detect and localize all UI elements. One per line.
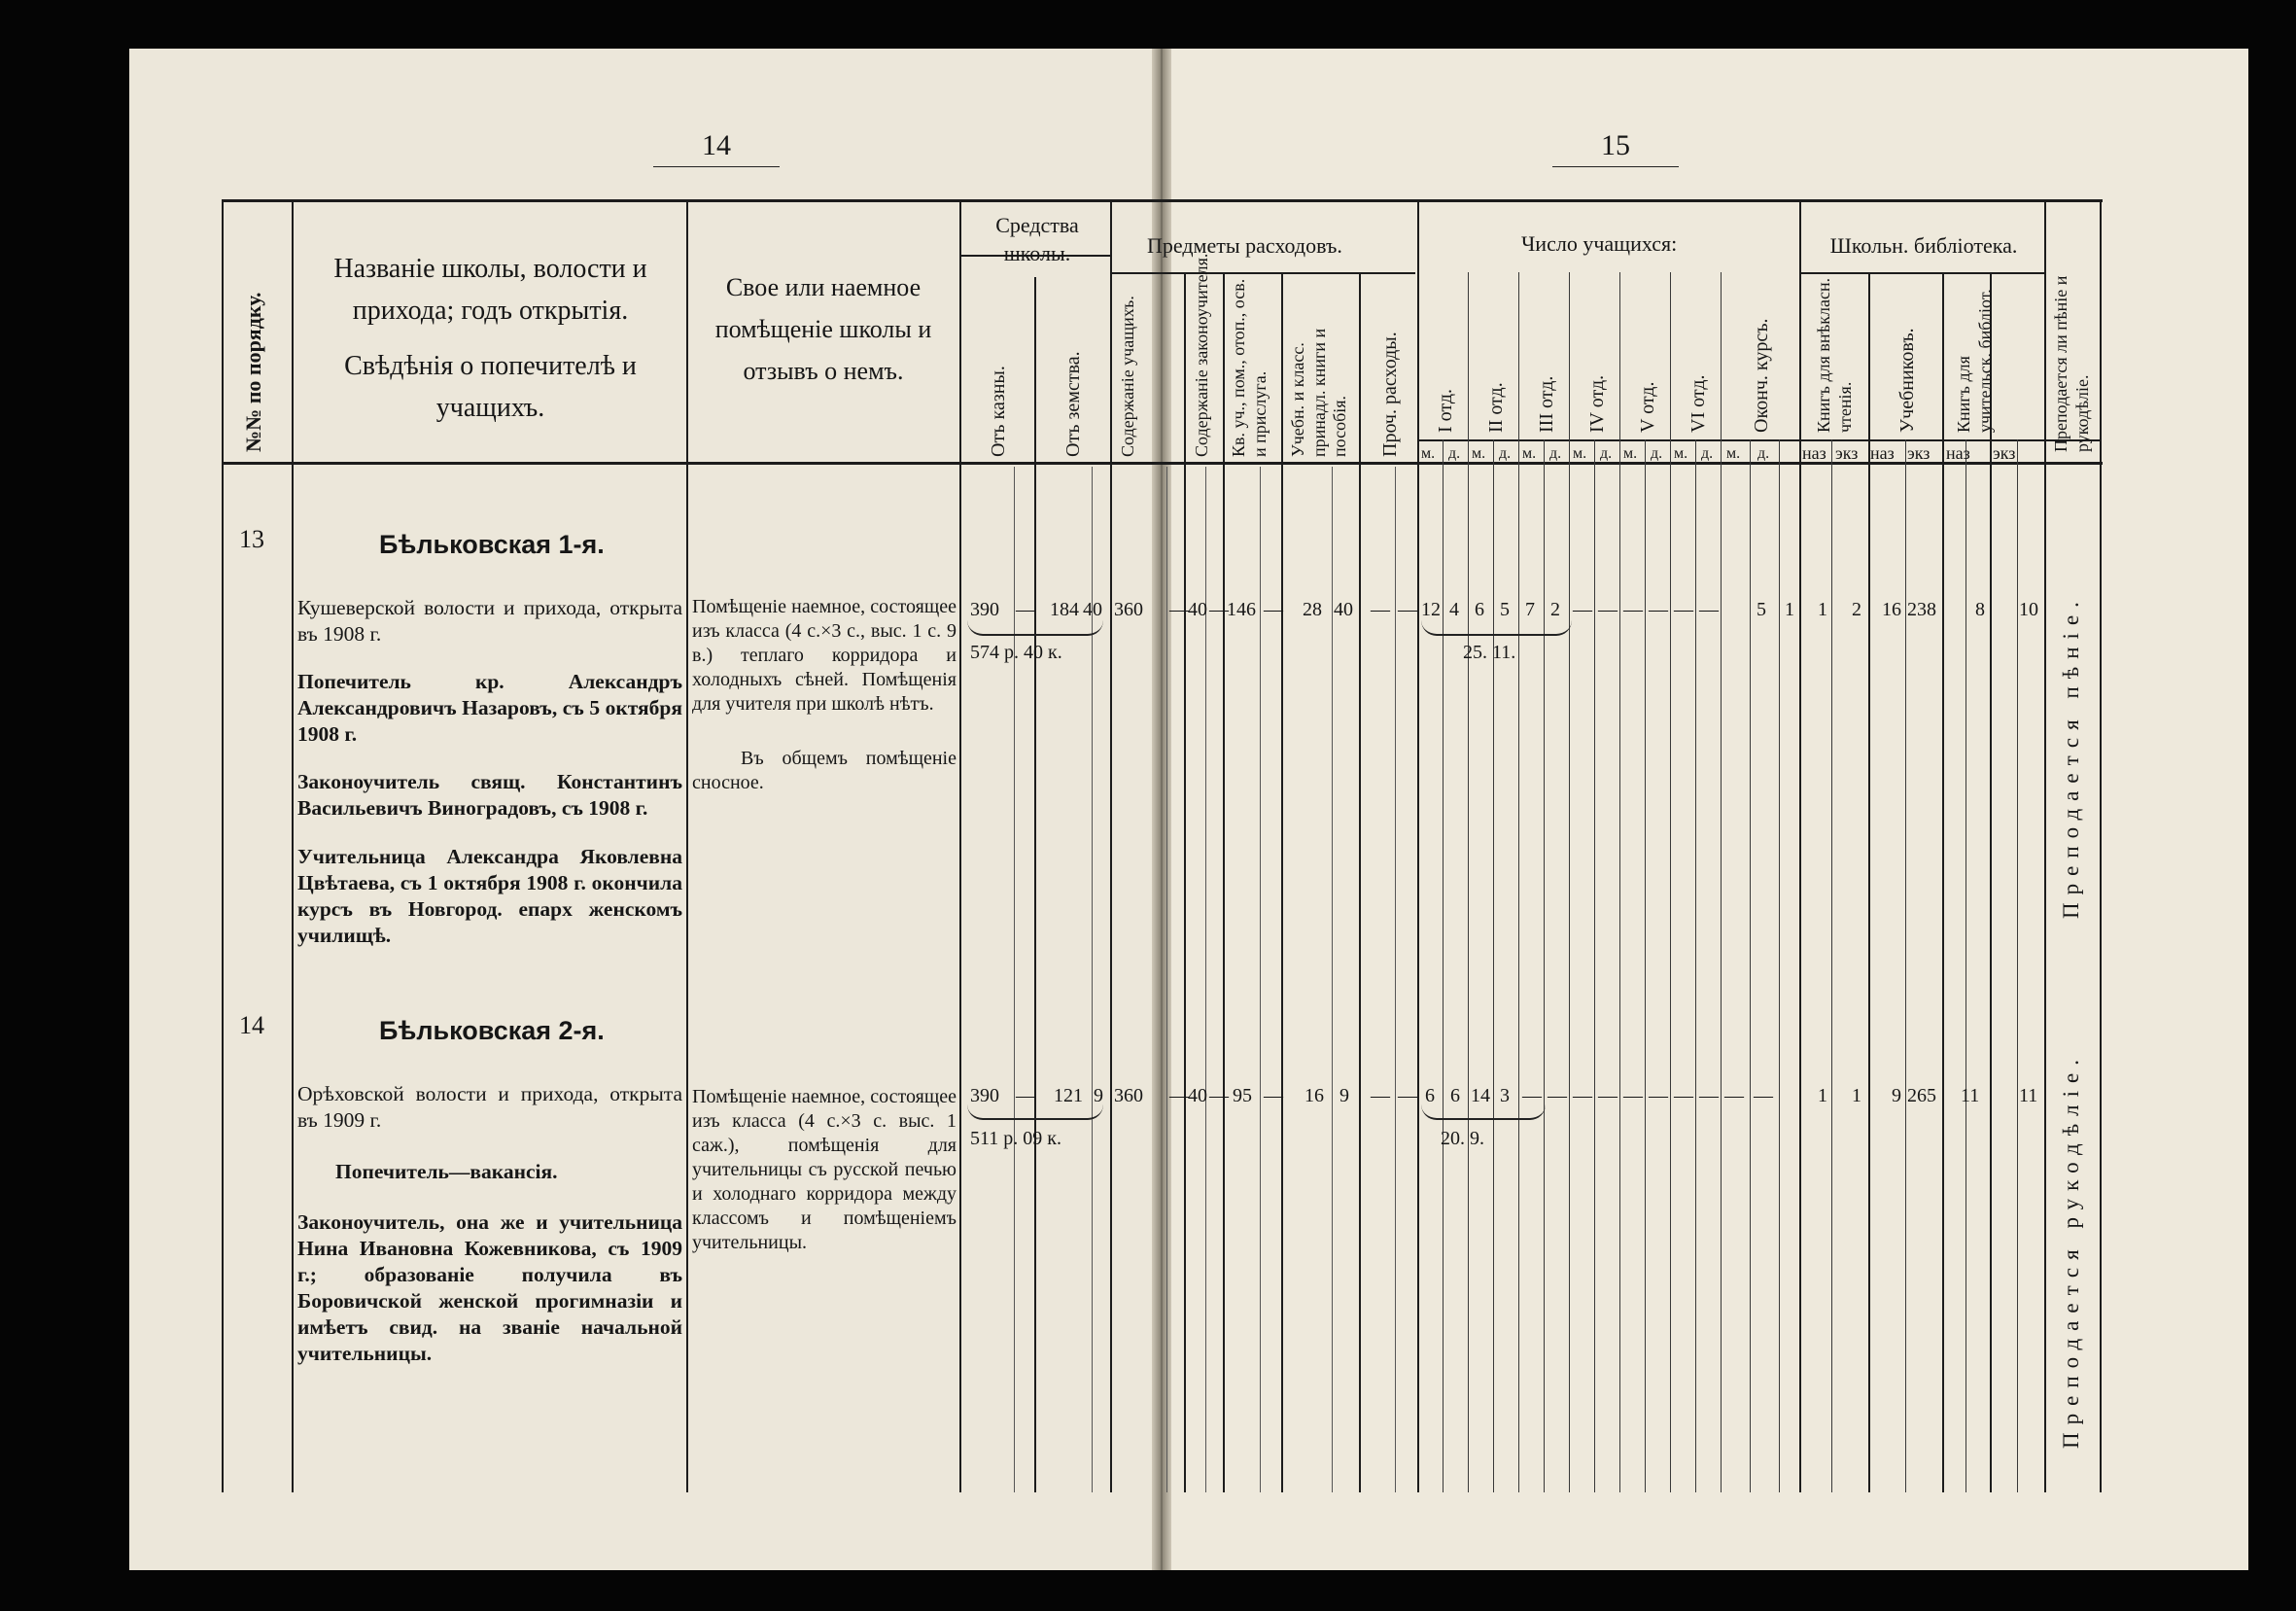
pupils-total: 20. 9. xyxy=(1441,1128,1484,1149)
singing-note: Преподается рукодѣліе. xyxy=(2059,1051,2083,1449)
trustee-text: Попечитель кр. Александръ Александровичъ Назаровъ, съ 5 октября 1908 г. xyxy=(297,670,683,746)
exp-other: — xyxy=(1371,1085,1390,1106)
teacher-text: Учительница Александра Яковлевна Цвѣтаева, съ 1 октября 1908 г. окончила курсъ въ Новгород. епарх женскомъ училищѣ. xyxy=(297,845,682,947)
school-title: Бѣльковская 2-я. xyxy=(379,1016,605,1045)
singing-note: Преподается пѣніе. xyxy=(2059,594,2083,919)
pupils-2d: 5 xyxy=(1500,599,1510,620)
school-title: Бѣльковская 1-я. xyxy=(379,530,605,559)
catechist-text: Законоучитель, она же и учительница Нина Ивановна Кожевникова, съ 1909 г.; образованіе получила въ Боровичской женской прогимназіи и имѣетъ свид. на званіе начальной учительницы. xyxy=(297,1210,682,1365)
header-school-name: Названіе школы, волости и прихода; годъ открытія. xyxy=(333,254,647,327)
lib-textbooks-ekz: 265 xyxy=(1907,1085,1936,1106)
left-page-number: 14 xyxy=(653,129,780,167)
funds-treasury: 390 xyxy=(970,599,999,620)
premises-review: Въ общемъ помѣщеніе сносное. xyxy=(692,748,957,793)
funds-zemstvo: 184 xyxy=(1050,599,1079,620)
lib-reading-ekz: 2 xyxy=(1852,599,1861,620)
school-info: Орѣховской волости и прихода, открыта въ 1909 г. xyxy=(297,1082,682,1132)
header-funds-zemstvo: Отъ земства. xyxy=(1062,351,1084,457)
funds-treasury: 390 xyxy=(970,1085,999,1106)
exp-apartment: 95 xyxy=(1233,1085,1252,1106)
header-library: Школьн. библіотека. xyxy=(1829,233,2018,258)
finished-d: — xyxy=(1754,1085,1773,1106)
pupils-3m: 7 xyxy=(1525,599,1535,620)
header-dept-5: V отд. xyxy=(1637,381,1658,433)
lib-textbooks-naz: 16 xyxy=(1882,599,1901,620)
lib-teachers-ekz: 11 xyxy=(2019,1085,2038,1106)
premises-text: Помѣщеніе наемное, состоящее изъ класса (4 с.×3 с. выс. 1 саж.), помѣщенія для учительницы съ русской печью и холоднаго корридора между классомъ и помѣщеніемъ учительницы. xyxy=(692,1086,957,1253)
header-lib-reading: Книгъ для внѣкласн. чтенія. xyxy=(1814,277,1855,433)
pupils-2m: 6 xyxy=(1475,599,1484,620)
header-dept-2: II отд. xyxy=(1485,382,1507,433)
catechist-text: Законоучитель свящ. Константинъ Васильевичъ Виноградовъ, съ 1908 г. xyxy=(297,770,682,820)
exp-books: 28 xyxy=(1303,599,1322,620)
lib-reading-ekz: 1 xyxy=(1852,1085,1861,1106)
header-exp-students: Содержаніе учащихъ. xyxy=(1118,296,1137,457)
header-funds: Средства школы. xyxy=(995,213,1079,265)
school-number: 13 xyxy=(239,525,264,553)
lib-teachers-naz: 8 xyxy=(1975,599,1985,620)
funds-brace xyxy=(967,620,1103,636)
header-exp-other: Проч. расходы. xyxy=(1379,332,1401,457)
pupils-brace xyxy=(1421,1104,1546,1120)
book-gutter xyxy=(1152,49,1171,1570)
lib-teachers-naz: 11 xyxy=(1961,1085,1980,1106)
header-pupils: Число учащихся: xyxy=(1521,231,1678,256)
exp-books: 16 xyxy=(1305,1085,1324,1106)
funds-total: 574 р. 40 к. xyxy=(970,642,1062,663)
trustee-text: Попечитель—вакансія. xyxy=(335,1160,558,1183)
header-number: №№ по порядку. xyxy=(241,292,265,452)
exp-students: 360 xyxy=(1114,1085,1143,1106)
lib-reading-naz: 1 xyxy=(1818,1085,1827,1106)
header-dept-3: III отд. xyxy=(1536,375,1557,433)
pupils-3d: 2 xyxy=(1550,599,1560,620)
pupils-1d: 4 xyxy=(1449,599,1459,620)
header-lib-teachers: Книгъ для учительск. библіот. xyxy=(1954,289,1995,433)
premises-text: Помѣщеніе наемное, состоящее изъ класса (4 с.×3 с., выс. 1 с. 9 в.) теплаго корридора и холодныхъ сѣней. Помѣщенія для учителя при школѣ нѣтъ. xyxy=(692,596,957,715)
header-trustee: Свѣдѣнія о попечителѣ и учащихъ. xyxy=(344,351,637,424)
header-exp-books: Учебн. и класс. принадл. книги и пособія. xyxy=(1288,328,1350,457)
header-premises: Свое или наемное помѣщеніе школы и отзывъ о немъ. xyxy=(714,273,932,385)
header-dept-1: I отд. xyxy=(1435,388,1456,433)
exp-apartment: 146 xyxy=(1227,599,1256,620)
right-page-number: 15 xyxy=(1552,129,1679,167)
header-dept-6: VI отд. xyxy=(1687,374,1709,433)
header-dept-4: IV отд. xyxy=(1586,374,1608,433)
school-info: Кушеверской волости и прихода, открыта въ 1908 г. xyxy=(297,596,682,646)
funds-zemstvo: 121 xyxy=(1054,1085,1083,1106)
header-exp-teacher: Содержаніе законоучителя. xyxy=(1192,253,1211,457)
lib-textbooks-naz: 9 xyxy=(1892,1085,1901,1106)
pupils-brace xyxy=(1421,620,1572,636)
header-singing: Преподается ли пѣніе и рукодѣліе. xyxy=(2051,275,2092,452)
pupils-1m: 12 xyxy=(1421,599,1441,620)
funds-total: 511 р. 09 к. xyxy=(970,1128,1061,1149)
pupils-2d: 3 xyxy=(1500,1085,1510,1106)
finished-m: — xyxy=(1724,1085,1744,1106)
exp-teacher: 40 xyxy=(1188,599,1207,620)
header-funds-treasury: Отъ казны. xyxy=(988,366,1009,457)
lib-teachers-ekz: 10 xyxy=(2019,599,2038,620)
lib-textbooks-ekz: 238 xyxy=(1907,599,1936,620)
finished-d: 1 xyxy=(1785,599,1794,620)
pupils-total: 25. 11. xyxy=(1463,642,1516,663)
finished-m: 5 xyxy=(1757,599,1766,620)
exp-students: 360 xyxy=(1114,599,1143,620)
pupils-1m: 6 xyxy=(1425,1085,1435,1106)
pupils-1d: 6 xyxy=(1450,1085,1460,1106)
pupils-2m: 14 xyxy=(1471,1085,1490,1106)
header-lib-textbooks: Учебниковъ. xyxy=(1896,328,1918,433)
funds-brace xyxy=(967,1104,1103,1120)
header-expenses: Предметы расходовъ. xyxy=(1147,233,1342,258)
header-exp-apartment: Кв. уч., пом., отоп., осв. и прислуга. xyxy=(1229,278,1270,457)
header-finished: Оконч. курсъ. xyxy=(1751,318,1772,433)
lib-reading-naz: 1 xyxy=(1818,599,1827,620)
exp-other: — xyxy=(1371,599,1390,620)
school-number: 14 xyxy=(239,1011,264,1039)
exp-teacher: 40 xyxy=(1188,1085,1207,1106)
